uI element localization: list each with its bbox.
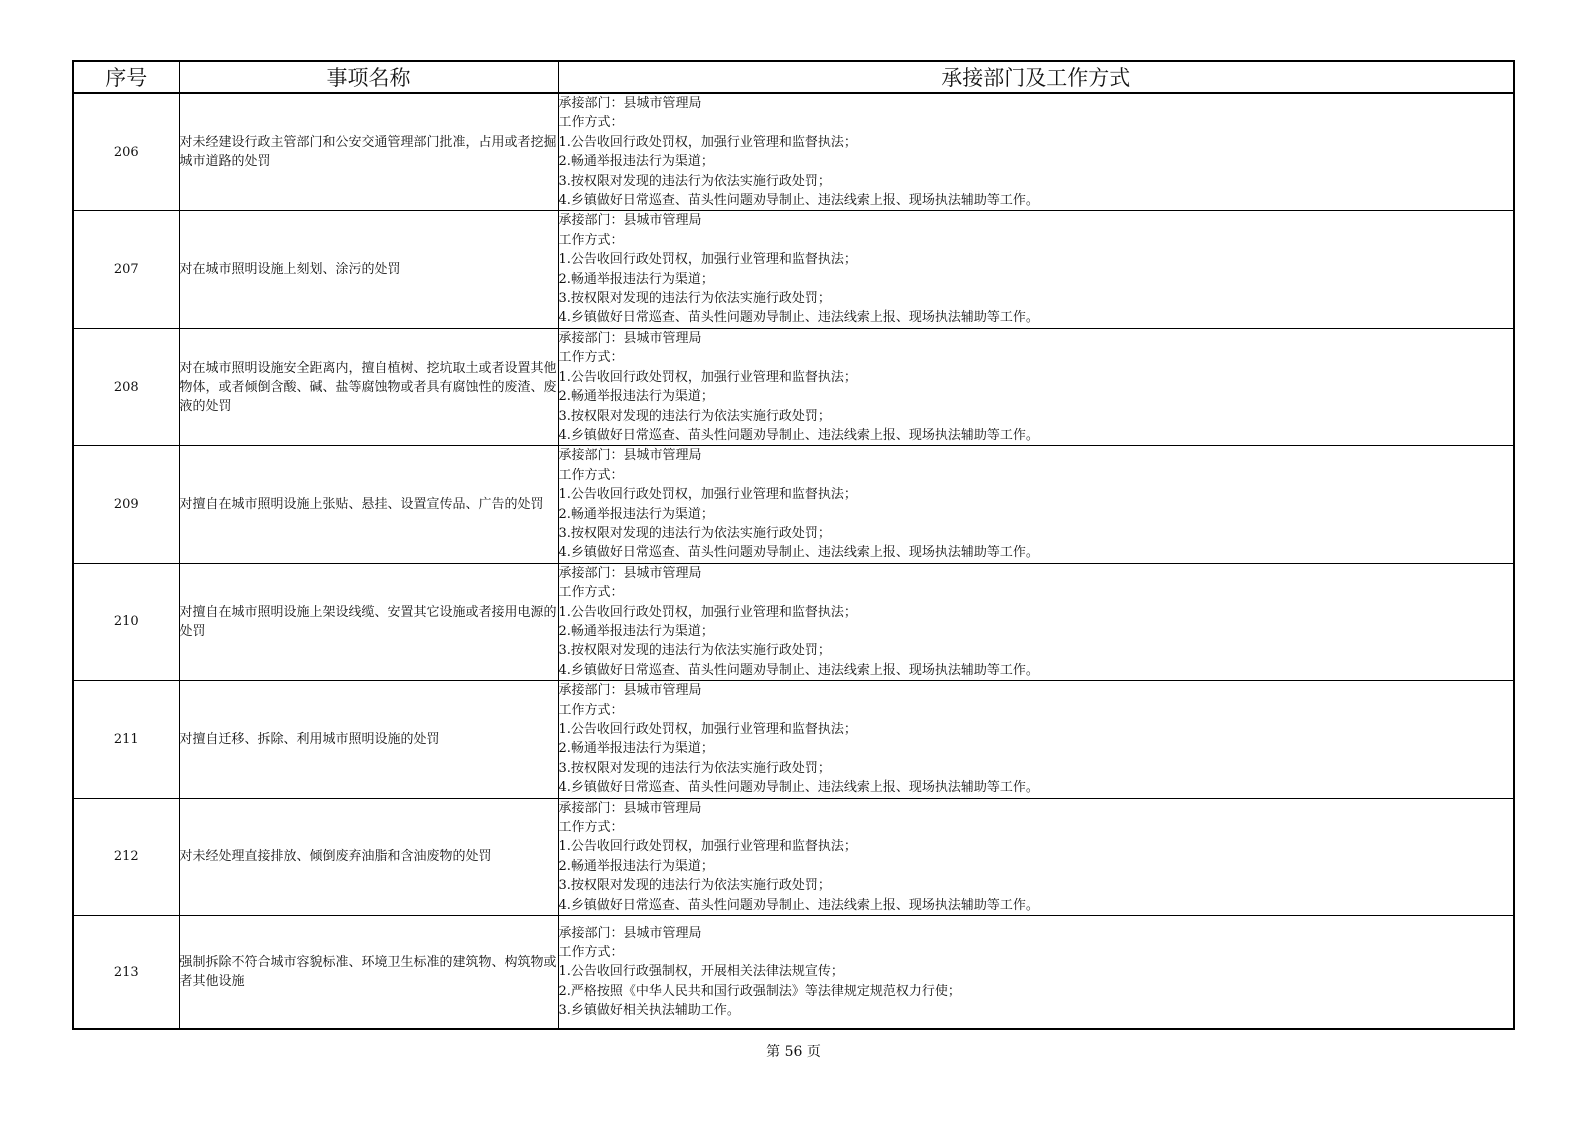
method-line: 2.畅通举报违法行为渠道； (558, 271, 714, 287)
method-line: 3.按权限对发现的违法行为依法实施行政处罚； (558, 760, 831, 776)
page-number: 第 56 页 (766, 1044, 821, 1060)
row-index: 211 (73, 681, 179, 798)
method-line: 2.畅通举报违法行为渠道； (558, 623, 714, 639)
method-line: 3.按权限对发现的违法行为依法实施行政处罚； (558, 643, 831, 659)
table-row (73, 681, 1514, 798)
department-method (558, 328, 1514, 445)
matter-name: 对未经处理直接排放、倾倒废弃油脂和含油废物的处罚 (179, 798, 558, 915)
department-method (558, 93, 1514, 211)
method-line: 1.公告收回行政处罚权，加强行业管理和监督执法； (558, 604, 857, 620)
table-row (73, 93, 1514, 211)
matter-name: 对在城市照明设施上刻划、涂污的处罚 (179, 211, 558, 328)
row-index: 207 (73, 211, 179, 328)
method-line: 3.按权限对发现的违法行为依法实施行政处罚； (558, 173, 831, 189)
method-line: 3.乡镇做好相关执法辅助工作。 (558, 1003, 740, 1019)
method-line: 工作方式： (558, 702, 624, 718)
method-line: 承接部门：县城市管理局 (558, 330, 702, 346)
method-line: 承接部门：县城市管理局 (558, 96, 702, 111)
table-row (73, 798, 1514, 915)
method-line: 工作方式： (558, 944, 624, 960)
table-row (73, 563, 1514, 680)
department-method (558, 798, 1514, 915)
method-line: 1.公告收回行政处罚权，加强行业管理和监督执法； (558, 369, 857, 385)
method-line: 工作方式： (558, 350, 624, 366)
method-line: 4.乡镇做好日常巡查、苗头性问题劝导制止、违法线索上报、现场执法辅助等工作。 (558, 545, 1039, 561)
method-line: 4.乡镇做好日常巡查、苗头性问题劝导制止、违法线索上报、现场执法辅助等工作。 (558, 780, 1039, 796)
method-line: 承接部门：县城市管理局 (558, 800, 702, 816)
department-method (558, 211, 1514, 328)
method-line: 2.畅通举报违法行为渠道； (558, 154, 714, 170)
method-line: 承接部门：县城市管理局 (558, 683, 702, 699)
table-row (73, 328, 1514, 445)
method-line: 4.乡镇做好日常巡查、苗头性问题劝导制止、违法线索上报、现场执法辅助等工作。 (558, 310, 1039, 326)
method-line: 承接部门：县城市管理局 (558, 448, 702, 464)
table-body (73, 93, 1514, 1029)
matter-name: 对在城市照明设施安全距离内，擅自植树、挖坑取土或者设置其他物体，或者倾倒含酸、碱、盐等腐蚀物或者具有腐蚀性的废渣、废液的处罚 (179, 328, 558, 445)
table-row (73, 211, 1514, 328)
department-method (558, 446, 1514, 563)
method-line: 工作方式： (558, 585, 624, 601)
matter-name: 强制拆除不符合城市容貌标准、环境卫生标准的建筑物、构筑物或者其他设施 (179, 916, 558, 1030)
method-line: 3.按权限对发现的违法行为依法实施行政处罚； (558, 408, 831, 424)
department-method (558, 681, 1514, 798)
table-row (73, 446, 1514, 563)
matter-name: 对擅自在城市照明设施上张贴、悬挂、设置宣传品、广告的处罚 (179, 446, 558, 563)
row-index: 209 (73, 446, 179, 563)
header-index: 序号 (73, 61, 179, 93)
method-line: 2.畅通举报违法行为渠道； (558, 506, 714, 522)
table-header-row (73, 61, 1514, 93)
method-line: 工作方式： (558, 467, 624, 483)
table-row (73, 916, 1514, 1030)
method-line: 承接部门：县城市管理局 (558, 213, 702, 229)
row-index: 206 (73, 93, 179, 211)
method-line: 2.畅通举报违法行为渠道； (558, 389, 714, 405)
department-method (558, 916, 1514, 1030)
method-line: 2.畅通举报违法行为渠道； (558, 858, 714, 874)
method-line: 1.公告收回行政处罚权，加强行业管理和监督执法； (558, 134, 857, 150)
header-department-method: 承接部门及工作方式 (558, 61, 1514, 93)
method-line: 1.公告收回行政强制权，开展相关法律法规宣传； (558, 964, 844, 980)
row-index: 210 (73, 563, 179, 680)
method-line: 1.公告收回行政处罚权，加强行业管理和监督执法； (558, 252, 857, 268)
method-line: 承接部门：县城市管理局 (558, 925, 702, 941)
method-line: 3.按权限对发现的违法行为依法实施行政处罚； (558, 525, 831, 541)
method-line: 4.乡镇做好日常巡查、苗头性问题劝导制止、违法线索上报、现场执法辅助等工作。 (558, 662, 1039, 678)
method-line: 3.按权限对发现的违法行为依法实施行政处罚； (558, 291, 831, 307)
method-line: 2.畅通举报违法行为渠道； (558, 741, 714, 757)
header-matter-name: 事项名称 (179, 61, 558, 93)
method-line: 4.乡镇做好日常巡查、苗头性问题劝导制止、违法线索上报、现场执法辅助等工作。 (558, 193, 1039, 209)
method-line: 4.乡镇做好日常巡查、苗头性问题劝导制止、违法线索上报、现场执法辅助等工作。 (558, 897, 1039, 913)
method-line: 工作方式： (558, 232, 624, 248)
row-index: 213 (73, 916, 179, 1030)
method-line: 2.严格按照《中华人民共和国行政强制法》等法律规定规范权力行使； (558, 983, 961, 999)
method-line: 1.公告收回行政处罚权，加强行业管理和监督执法； (558, 722, 857, 737)
method-line: 4.乡镇做好日常巡查、苗头性问题劝导制止、违法线索上报、现场执法辅助等工作。 (558, 427, 1039, 443)
method-line: 工作方式： (558, 115, 624, 131)
row-index: 208 (73, 328, 179, 445)
method-line: 1.公告收回行政处罚权，加强行业管理和监督执法； (558, 839, 857, 855)
method-line: 3.按权限对发现的违法行为依法实施行政处罚； (558, 878, 831, 894)
method-line: 1.公告收回行政处罚权，加强行业管理和监督执法； (558, 487, 857, 503)
method-line: 工作方式： (558, 820, 624, 836)
matters-table (72, 60, 1515, 1030)
matter-name: 对擅自在城市照明设施上架设线缆、安置其它设施或者接用电源的处罚 (179, 563, 558, 680)
method-line: 承接部门：县城市管理局 (558, 565, 702, 581)
department-method (558, 563, 1514, 680)
matter-name: 对擅自迁移、拆除、利用城市照明设施的处罚 (179, 681, 558, 798)
matter-name: 对未经建设行政主管部门和公安交通管理部门批准，占用或者挖掘城市道路的处罚 (179, 93, 558, 211)
row-index: 212 (73, 798, 179, 915)
